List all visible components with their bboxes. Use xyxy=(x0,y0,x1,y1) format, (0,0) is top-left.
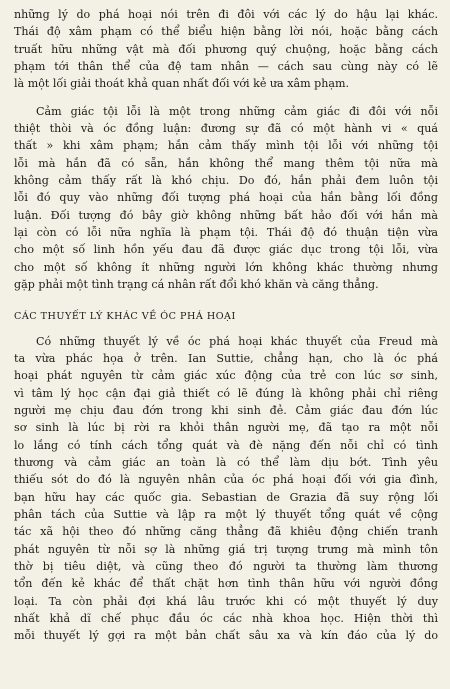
paragraph-1 xyxy=(14,6,438,93)
paragraph-3-line: sơ sinh là lúc bị rời ra khỏi thân người mẹ, đã tạo ra một nỗi xyxy=(14,421,438,435)
paragraph-3-line: thương và cảm giác an toàn là có thể làm dịu bớt. Tình yêu xyxy=(14,455,438,469)
paragraph-2-line: lỗi đó quy vào những đối tượng phá hoại của hắn bằng lối đồng xyxy=(14,191,438,205)
paragraph-2-line: gặp phải một tình trạng cá nhân rất đổi khó khăn và căng thẳng. xyxy=(14,278,379,292)
paragraph-3-line: người mẹ chịu đau đớn trong khi sinh đẻ. Cảm giác đau đớn lúc xyxy=(14,403,438,417)
paragraph-2-line: cho một số không ít những người lớn không khác thường nhưng xyxy=(14,260,438,274)
paragraph-1-line: phạm tới thân thể của đệ tam nhân — cách sau cùng này có lẽ xyxy=(14,60,438,74)
section-heading: CÁC THUYẾT LÝ KHÁC VỀ ÓC PHÁ HOẠI xyxy=(14,310,236,322)
paragraph-3 xyxy=(14,333,438,645)
paragraph-2-line: lỗi mà hắn đã có sẵn, hắn không thể mang thêm tội nữa mà xyxy=(14,156,438,170)
paragraph-2-line: Cảm giác tội lỗi là một trong những cảm giác đi đôi với nỗi xyxy=(36,104,438,118)
paragraph-gap xyxy=(14,93,438,103)
paragraph-3-line: tổn đến kẻ khác để thất chặt hơn tình thân hữu với người đồng xyxy=(14,577,438,591)
paragraph-3-line: nhất khả dĩ chế phục đầu óc các nhà khoa học. Hiện thời thì xyxy=(14,612,438,625)
paragraph-3-line: tác xã hội theo đó những căng thẳng đã khiêu động chiến tranh xyxy=(14,525,438,539)
paragraph-3-line: ta vừa phác họa ở trên. Ian Suttie, chẳng hạn, cho là óc phá xyxy=(14,351,438,365)
paragraph-2-line: không cảm thấy rất là khó chịu. Do đó, hắn phải đem luôn tội xyxy=(14,174,438,188)
paragraph-3-line: phát nguyên từ nỗi sợ là những giá trị tượng trưng mà mình tôn xyxy=(14,542,438,556)
paragraph-2-line: cho một số linh hồn yếu đau đã được giác dục trong tội lỗi, vừa xyxy=(14,243,438,257)
paragraph-3-line: Có những thuyết lý về óc phá hoại khác thuyết của Freud mà xyxy=(36,334,438,348)
paragraph-2-line: thiệt thòi và óc đồng luận: đương sự đã có một hành vi « quá xyxy=(14,122,438,136)
paragraph-3-line: mỗi thuyết lý gợi ra một bản chất sâu xa và kín đáo của lý do xyxy=(14,629,438,643)
paragraph-1-line: là một lối giải thoát khả quan nhất đối với kẻ ưa xâm phạm. xyxy=(14,77,350,91)
paragraph-3-line: thiếu sót do đó là nguyên nhân của óc phá hoại đối với gia đình, xyxy=(14,473,438,487)
paragraph-3-line: bạn hữu hay các quốc gia. Sebastian de Grazia đã suy rộng lối xyxy=(14,490,438,504)
paragraph-1-line: truất hữu những vật mà đối phương quý chuộng, hoặc bằng cách xyxy=(14,42,438,56)
paragraph-3-line: hoại phát nguyên từ cảm giác xúc động của trẻ con lúc sơ sinh, xyxy=(14,369,438,383)
paragraph-2-line: luận. Đối tượng đó bây giờ không những bất hảo đối với hắn mà xyxy=(14,208,438,222)
paragraph-1-line: Thái độ xâm phạm có thể biểu hiện bằng lời nói, hoặc bằng cách xyxy=(14,25,438,39)
paragraph-3-line: thờ bị tiêu diệt, và cũng theo đó người ta thường làm thương xyxy=(14,559,438,573)
paragraph-3-line: lo lắng có tính cách tổng quát và đè nặng đến nỗi chỉ có tình xyxy=(14,438,438,452)
paragraph-1-line: những lý do phá hoại nói trên đi đôi với các lý do hậu lại khác. xyxy=(14,8,438,21)
paragraph-3-line: vì tâm lý học cận đại giả thiết có lẽ đúng là không phải chỉ riêng xyxy=(14,386,438,400)
paragraph-2-line: lại còn có lỗi nữa nghĩa là phạm tội. Thái độ đó thuận tiện vừa xyxy=(14,226,438,240)
paragraph-3-line: phân tách của Suttie và lập ra một lý thuyết tổng quát về cộng xyxy=(14,507,438,521)
paragraph-3-line: loại. Ta còn phải đợi khá lâu trước khi có một thuyết lý duy xyxy=(14,594,438,608)
paragraph-2 xyxy=(14,103,438,294)
paragraph-2-line: thất » khi xâm phạm; hắn cảm thấy mình tội lỗi với những tội xyxy=(14,139,438,153)
